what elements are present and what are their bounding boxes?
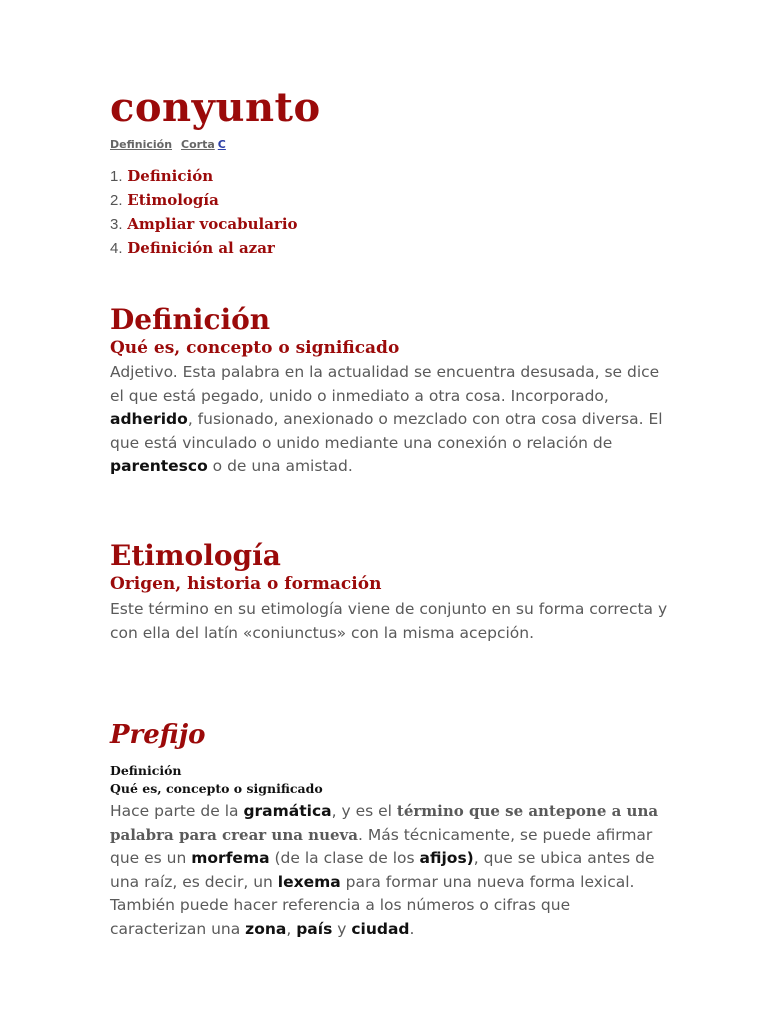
toc-link-definicion-al-azar[interactable]: Definición al azar [127, 239, 275, 257]
definicion-link[interactable]: Definición [110, 138, 173, 151]
sub-links [110, 138, 226, 151]
etimologia-heading: Etimología [110, 539, 281, 572]
toc-item-3: 3. Ampliar vocabulario [110, 215, 298, 233]
corta-link[interactable]: Corta [181, 138, 215, 151]
c-link[interactable]: C [217, 138, 226, 151]
toc-item-1: 1. Definición [110, 167, 214, 185]
toc-item-4: 4. Definición al azar [110, 239, 275, 257]
prefijo-heading: Prefijo [110, 720, 206, 750]
prefijo-text: Hace parte de la gramática, y es el término que se antepone a una palabra para crear una nueva. Más técnicamente, se puede afirmar que es un morfema (de la clase de los afijos), que se ubica antes de una raíz, es decir, un lexema para formar una nueva forma lexical. También puede hacer referencia a los números o cifras que caracterizan una zona, país y ciudad. [110, 802, 659, 938]
table-of-contents [110, 164, 298, 260]
toc-link-ampliar-vocabulario[interactable]: Ampliar vocabulario [127, 215, 298, 233]
toc-link-definicion[interactable]: Definición [127, 167, 214, 185]
definicion-heading: Definición [110, 303, 271, 336]
toc-item-2: 2. Etimología [110, 191, 219, 209]
etimologia-text: Este término en su etimología viene de conjunto en su forma correcta y con ella del latín «coniunctus» con la misma acepción. [110, 600, 668, 642]
prefijo-small-heading-definicion: Definición [110, 763, 182, 778]
definicion-subheading: Qué es, concepto o significado [110, 338, 400, 358]
etimologia-subheading: Origen, historia o formación [110, 574, 382, 594]
page-title: conyunto [110, 84, 321, 131]
definicion-text: Adjetivo. Esta palabra en la actualidad se encuentra desusada, se dice el que está pegado, unido o inmediato a otra cosa. Incorporado, adherido, fusionado, anexionado o mezclado con otra cosa diversa. El que está vinculado o unido mediante una conexión o relación de parentesco o de una amistad. [110, 363, 663, 475]
toc-link-etimologia[interactable]: Etimología [127, 191, 219, 209]
prefijo-small-heading-concepto: Qué es, concepto o significado [110, 781, 323, 796]
